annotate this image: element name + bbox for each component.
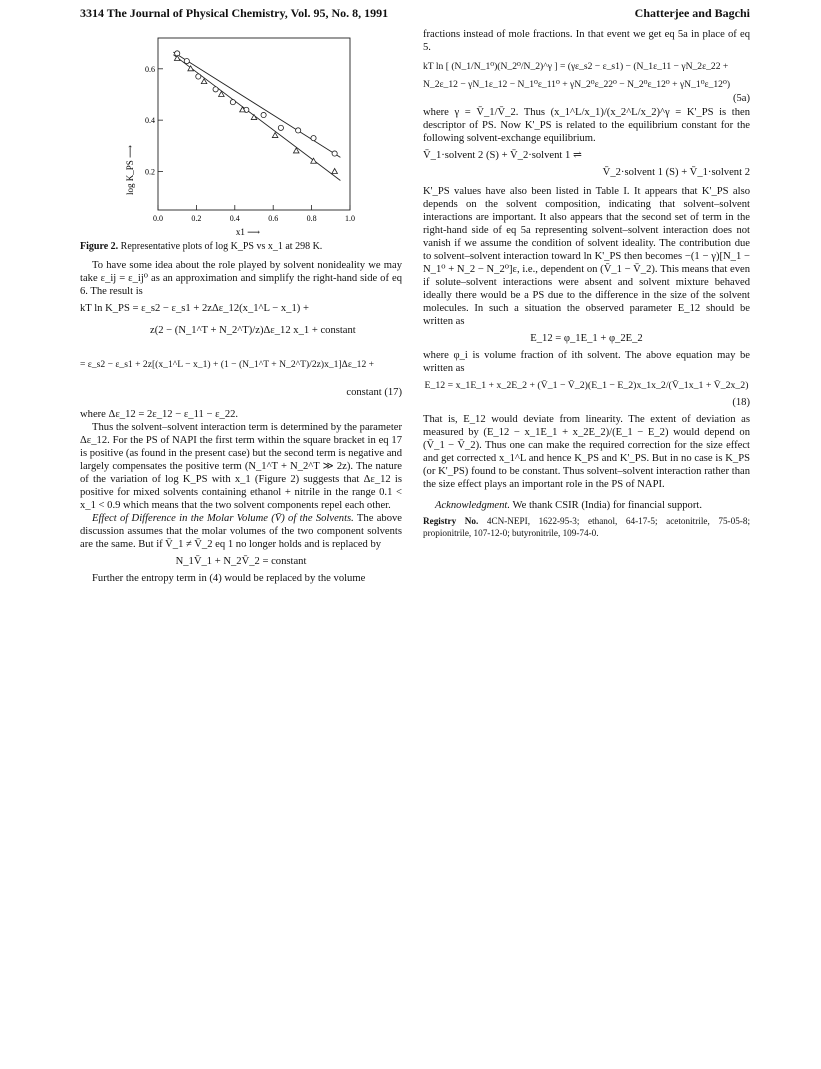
x-tick-label: 0.2 — [191, 214, 202, 223]
ack-heading: Acknowledgment. — [435, 500, 511, 511]
data-point-circle — [230, 100, 235, 105]
data-point-circle — [261, 112, 266, 117]
eq17-line-2: z(2 − (N_1^T + N_2^T)/z)Δε_12 x_1 + constant — [150, 325, 356, 336]
ack-text: We thank CSIR (India) for financial support. — [512, 500, 702, 511]
eq5a-line-1: kT ln [ (N_1/N_1⁰)(N_2⁰/N_2)^γ ] = (γε_s2 − ε_s1) − (N_1ε_11 − γN_2ε_22 + — [423, 61, 729, 72]
left-paragraph-4-text: The above discussion assumes that the molar volumes of the two component solvents are the same. But if V̄_1 ≠ V̄_2 eq 1 no longer holds and is replaced by — [80, 513, 402, 550]
data-point-circle — [184, 59, 189, 64]
y-tick-label: 0.2 — [145, 167, 155, 177]
data-point-circle — [311, 136, 316, 141]
authors: Chatterjee and Bagchi — [634, 6, 750, 20]
equation-18-number: (18) — [732, 397, 750, 408]
data-point-circle — [332, 151, 337, 156]
x-tick-label: 0.4 — [229, 214, 240, 223]
data-point-circle — [196, 74, 201, 79]
running-head — [80, 6, 750, 24]
equation-5a — [423, 54, 750, 106]
figure-2 — [80, 30, 402, 240]
chart-xlabel: x1 ⟶ — [235, 227, 261, 237]
right-paragraph-5: That is, E_12 would deviate from linearity. The extent of deviation as measured by (E_12 − x_1E_1 + x_2E_2)/(E_1 − E_2) would depend on (V̄_1 − V̄_2). Thus one can make the required correction for the size effect and get corrected x_1^L and hence K_PS and K'_PS. But in no case is K_PS (or K'_PS) found to be constant. Thus solvent–solvent interaction rather than the size effect plays an important role in the PS of NAPI. — [423, 414, 750, 490]
left-paragraph-2: where Δε_12 = 2ε_12 − ε_11 − ε_22. — [80, 409, 239, 420]
registry-numbers — [423, 516, 750, 539]
equation-e12-phi: E_12 = φ_1E_1 + φ_2E_2 — [530, 333, 643, 344]
caption-text: Representative plots of log K_PS vs x_1 at 298 K. — [120, 241, 323, 252]
right-paragraph-1: fractions instead of mole fractions. In that event we get eq 5a in place of eq 5. — [423, 29, 750, 53]
chart-ylabel: log K_PS ⟶ — [125, 145, 135, 195]
right-paragraph-3: K'_PS values have also been listed in Table I. It appears that K'_PS also depends on the solvent composition, indicating that solvent–solvent interactions are important. It also appears that the second set of term in the right-hand side of eq 5a representing solvent–solvent interaction does not vanish if we assume the condition of solvent ideality. The contribution due to solvent–solvent interaction toward ln K'_PS then becomes −(1 − γ)[N_1 − N_1⁰ + N_2 − N_2⁰]ε, i.e., dependent on (V̄_1 − V̄_2). This means that even if solute–solvent interactions were absent and solvent mixture behaved ideally there would be a PS due to the difference in the size of the solvent molecules. In such a situation the observed parameter E_12 should be written as — [423, 186, 750, 327]
equation-17 — [80, 298, 402, 408]
fit-line-1 — [173, 52, 340, 157]
left-paragraph-1: To have some idea about the role played by solvent nonideality we may take ε_ij = ε_ij⁰ as an approximation and simplify the right-hand side of eq 6. The result is — [80, 260, 402, 297]
section-heading-molar-volume: Effect of Difference in the Molar Volume (V̄) of the Solvents. — [92, 513, 354, 524]
data-point-circle — [213, 87, 218, 92]
eq5a-number: (5a) — [732, 93, 750, 104]
page-journal-info: 3314 The Journal of Physical Chemistry, Vol. 95, No. 8, 1991 — [80, 6, 389, 20]
right-paragraph-2: where γ = V̄_1/V̄_2. Thus (x_1^L/x_1)/(x_2^L/x_2)^γ = K'_PS is then descriptor of PS. Now K'_PS is related to the equilibrium constant for the following solvent-exchange equilibrium. — [423, 107, 750, 144]
left-paragraph-4 — [80, 512, 402, 551]
left-column — [80, 30, 402, 585]
data-point-circle — [278, 125, 283, 130]
eq5a-line-2: N_2ε_12 − γN_1ε_12 − N_1⁰ε_11⁰ + γN_2⁰ε_22⁰ − N_2⁰ε_12⁰ + γN_1⁰ε_12⁰) — [423, 79, 731, 90]
acknowledgment — [423, 499, 750, 512]
data-point-circle — [296, 128, 301, 133]
left-paragraph-3: Thus the solvent–solvent interaction term is determined by the parameter Δε_12. For the PS of NAPI the first term within the square bracket in eq 17 is positive (as found in the present case) but the second term is negative and largely compensates the positive term (N_1^T + N_2^T ≫ 2z). The nature of the variation of log K_PS with x_1 (Figure 2) suggests that Δε_12 is positive for mixed solvents containing ethanol + nitrile in the range 0.1 < x_1 < 0.9 which means that the two solvent components repel each other. — [80, 422, 402, 511]
x-tick-label: 0.0 — [153, 214, 163, 223]
right-paragraph-4: where φ_i is volume fraction of ith solvent. The above equation may be written as — [423, 350, 750, 374]
equilibrium-line-1: V̄_1·solvent 2 (S) + V̄_2·solvent 1 ⇌ — [423, 150, 582, 161]
figure-caption — [80, 240, 402, 253]
x-tick-label: 0.8 — [306, 214, 317, 223]
data-point-triangle — [332, 168, 338, 173]
right-column — [423, 28, 750, 548]
x-tick-label: 1.0 — [345, 214, 355, 223]
log-kps-chart — [80, 30, 402, 240]
eq17-line-4: constant (17) — [346, 387, 402, 398]
registry-heading: Registry No. — [423, 516, 479, 526]
eq17-line-1: kT ln K_PS = ε_s2 − ε_s1 + 2zΔε_12(x_1^L − x_1) + — [80, 303, 309, 314]
left-paragraph-5: Further the entropy term in (4) would be replaced by the volume — [92, 573, 366, 584]
equation-constant-volume: N_1V̄_1 + N_2V̄_2 = constant — [175, 556, 307, 567]
y-tick-label: 0.6 — [145, 64, 155, 74]
caption-label: Figure 2. — [80, 241, 119, 252]
equation-18: E_12 = x_1E_1 + x_2E_2 + (V̄_1 − V̄_2)(E_1 − E_2)x_1x_2/(V̄_1x_1 + V̄_2x_2) — [424, 380, 749, 391]
x-tick-label: 0.6 — [268, 214, 279, 223]
y-tick-label: 0.4 — [145, 116, 155, 126]
equilibrium-line-2: V̄_2·solvent 1 (S) + V̄_1·solvent 2 — [602, 167, 750, 178]
registry-text: 4CN-NEPI, 1622-95-3; ethanol, 64-17-5; acetonitrile, 75-05-8; propionitrile, 107-12-0; butyronitrile, 109-74-0. — [423, 516, 750, 538]
eq17-line-3: = ε_s2 − ε_s1 + 2z[(x_1^L − x_1) + (1 − (N_1^T + N_2^T)/2z)x_1]Δε_12 + — [80, 359, 375, 370]
